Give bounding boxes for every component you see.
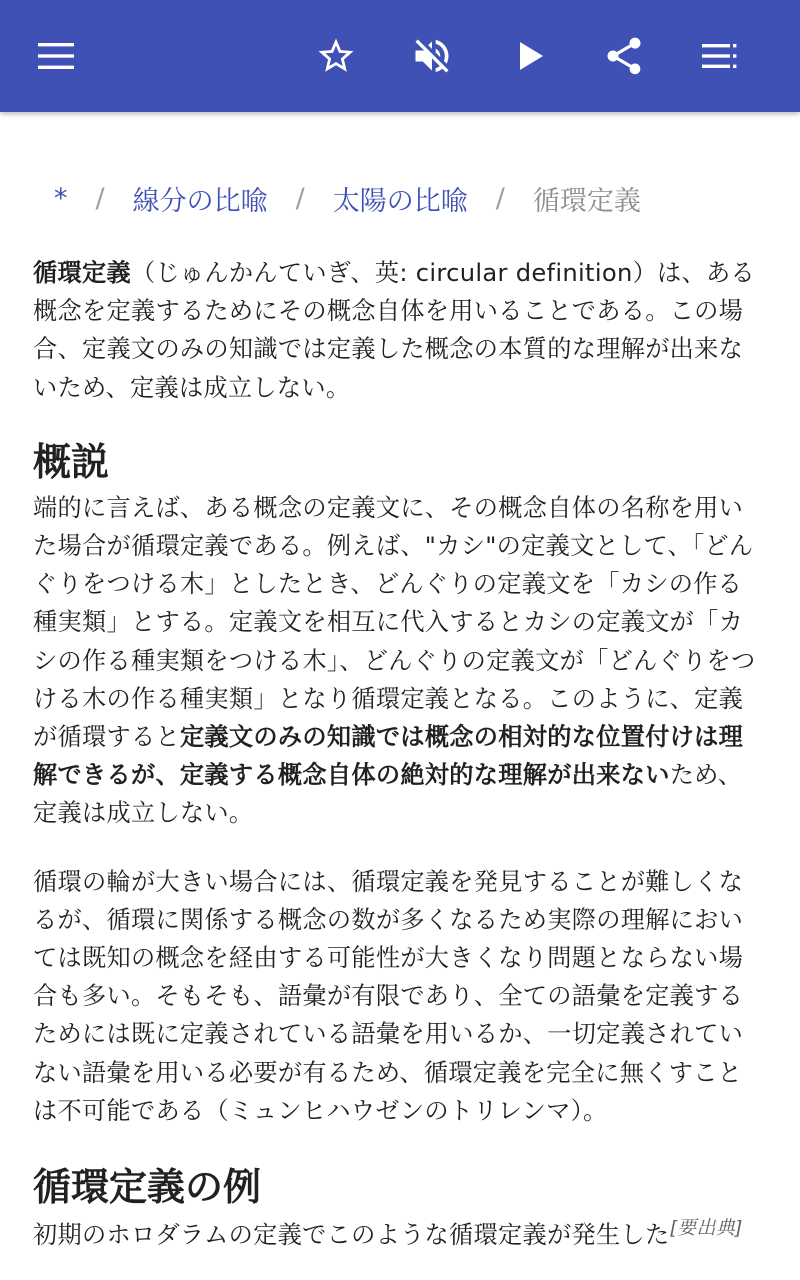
examples-paragraph-1 xyxy=(33,1216,765,1254)
mute-button[interactable] xyxy=(404,28,460,84)
breadcrumb-separator: / xyxy=(95,182,105,214)
section-heading-examples: 循環定義の例 xyxy=(33,1165,262,1210)
menu-icon xyxy=(36,36,76,76)
share-icon xyxy=(602,34,646,78)
article-content xyxy=(0,112,800,1280)
menu-button[interactable] xyxy=(28,28,84,84)
toc-icon xyxy=(700,36,740,76)
overview-paragraph-1 xyxy=(33,489,765,833)
breadcrumb-separator: / xyxy=(295,182,305,214)
article-term: 循環定義 xyxy=(33,259,131,287)
intro-paragraph xyxy=(33,254,765,407)
play-icon xyxy=(512,38,548,74)
breadcrumb-item-root[interactable]: * xyxy=(54,182,68,214)
section-heading-overview: 概説 xyxy=(33,439,110,484)
intro-text: （じゅんかんていぎ、英: circular definition）は、ある概念を定義するためにその概念自体を用いることである。この場合、定義文のみの知識では定義した概念の本質的な理解が出来ないため、定義は成立しない。 xyxy=(33,259,756,402)
overview-tail-text: ため、定義は成立しない。 xyxy=(33,761,743,828)
favorite-button[interactable] xyxy=(308,28,364,84)
breadcrumb-current: 循環定義 xyxy=(532,185,641,217)
overview-paragraph-2: 循環の輪が大きい場合には、循環定義を発見することが難しくなるが、循環に関係する概念の数が多くなるため実際の理解においては既知の概念を経由する可能性が大きくなり問題とならない場合も多い。そもそも、語彙が有限であり、全ての語彙を定義するためには既に定義されている語彙を用いるか、一切定義されていない語彙を用いる必要が有るため、循環定義を完全に無くすことは不可能である（ミュンヒハウゼンのトリレンマ）。 xyxy=(33,867,744,1125)
breadcrumb xyxy=(54,178,641,218)
share-button[interactable] xyxy=(596,28,652,84)
breadcrumb-separator: / xyxy=(495,182,505,214)
article-body xyxy=(33,254,765,1254)
examples-text: 初期のホロダラムの定義でこのような循環定義が発生した xyxy=(33,1221,670,1250)
overview-bold-text: 定義文のみの知識では概念の相対的な位置付けは理解できるが、定義する概念自体の絶対的な理解が出来ない xyxy=(33,723,744,790)
overview-text: 端的に言えば、ある概念の定義文に、その概念自体の名称を用いた場合が循環定義である。例えば、"カシ"の定義文として、「どんぐりをつける木」としたとき、どんぐりの定義文を「カシの作る種実類」とする。定義文を相互に代入するとカシの定義文が「カシの作る種実類をつける木」、どんぐりの定義文が「どんぐりをつける木の作る種実類」となり循環定義となる。このように、定義が循環すると xyxy=(33,493,756,752)
star-outline-icon xyxy=(315,35,357,77)
volume-off-icon xyxy=(410,34,454,78)
citation-needed-link[interactable]: [要出典] xyxy=(669,1217,743,1239)
breadcrumb-item-divided-line[interactable]: 線分の比喩 xyxy=(132,185,268,217)
play-button[interactable] xyxy=(502,28,558,84)
breadcrumb-item-sun-analogy[interactable]: 太陽の比喩 xyxy=(332,185,468,217)
app-toolbar xyxy=(0,0,800,112)
table-of-contents-button[interactable] xyxy=(692,28,748,84)
